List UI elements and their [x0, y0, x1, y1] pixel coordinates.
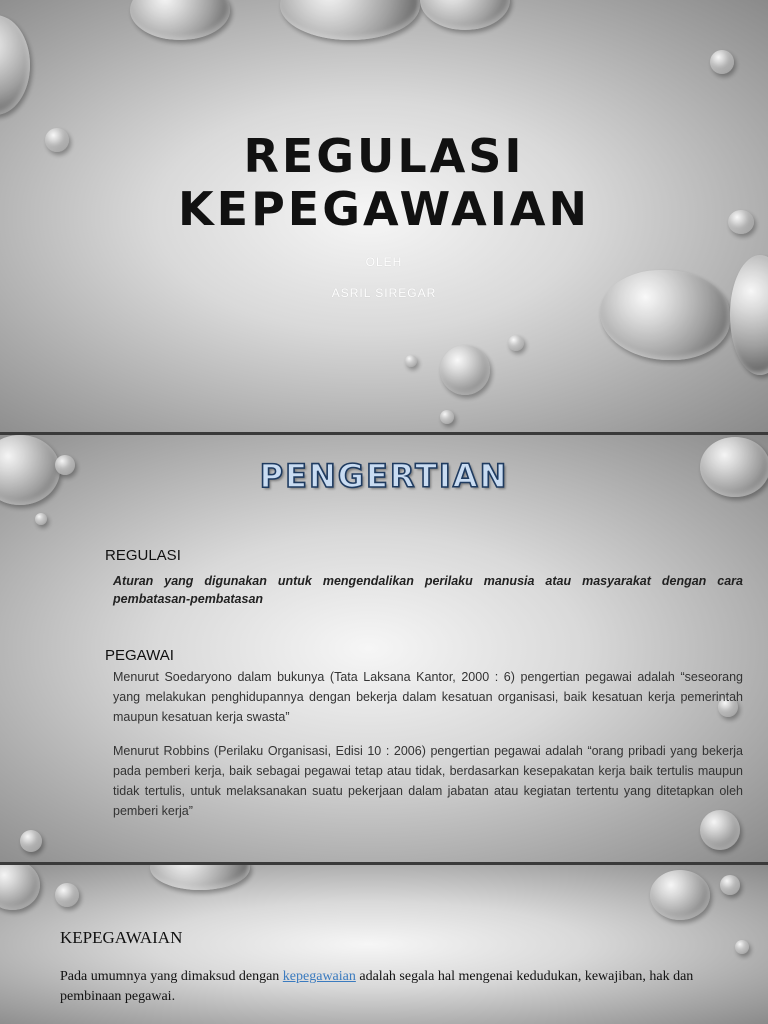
author-name: ASRIL SIREGAR: [331, 286, 437, 300]
water-drop-decoration: [440, 410, 454, 424]
water-drop-decoration: [0, 865, 40, 910]
water-drop-decoration: [650, 870, 710, 920]
water-drop-decoration: [35, 513, 47, 525]
pegawai-label: PEGAWAI: [105, 647, 174, 664]
regulasi-definition: Aturan yang digunakan untuk mengendalikan perilaku manusia atau masyarakat dengan cara pembatasan-pembatasan: [113, 574, 743, 606]
pegawai-definition-1: Menurut Soedaryono dalam bukunya (Tata Laksana Kantor, 2000 : 6) pengertian pegawai adalah “seseorang yang melakukan penghidupannya dengan bekerja dalam kesatuan organisasi, baik kesatuan kerja pemerintah maupun kesatuan kerja swasta”: [113, 670, 743, 724]
water-drop-decoration: [710, 50, 734, 74]
presentation-title-line1: REGULASI: [243, 129, 525, 183]
water-drop-decoration: [420, 0, 510, 30]
water-drop-decoration: [150, 865, 250, 890]
kepegawaian-label: KEPEGAWAIAN: [60, 928, 183, 947]
definition-text-start: Pada umumnya yang dimaksud dengan: [60, 969, 283, 984]
kepegawaian-link[interactable]: kepegawaian: [282, 969, 356, 984]
employment-slide: [0, 865, 768, 1024]
title-slide: [0, 0, 768, 432]
regulasi-label: REGULASI: [105, 547, 181, 564]
pegawai-definition-2: Menurut Robbins (Perilaku Organisasi, Edisi 10 : 2006) pengertian pegawai adalah “orang pribadi yang bekerja pada pemberi kerja, baik sebagai pegawai tetap atau tidak, berdasarkan kesepakatan kerja baik tertulis maupun tidak tertulis, untuk melaksanakan suatu pekerjaan dalam jabatan atau kegiatan tertentu yang ditetapkan oleh pemberi kerja”: [113, 744, 743, 818]
definition-text-end: adalah segala hal mengenai kedudukan, kewajiban, hak dan pembinaan pegawai.: [60, 969, 694, 1004]
water-drop-decoration: [55, 883, 79, 907]
water-drop-decoration: [600, 270, 730, 360]
water-drop-decoration: [440, 345, 490, 395]
section-heading: PENGERTIAN: [259, 457, 509, 495]
water-drop-decoration: [730, 255, 768, 375]
water-drop-decoration: [280, 0, 420, 40]
water-drop-decoration: [735, 940, 749, 954]
water-drop-decoration: [405, 355, 417, 367]
by-label: OLEH: [365, 255, 403, 269]
presentation-title-line2: KEPEGAWAIAN: [178, 182, 590, 236]
water-drop-decoration: [130, 0, 230, 40]
water-drop-decoration: [508, 335, 524, 351]
water-drop-decoration: [20, 830, 42, 852]
definition-slide: [0, 435, 768, 862]
kepegawaian-definition: [60, 967, 750, 1007]
water-drop-decoration: [720, 875, 740, 895]
water-drop-decoration: [0, 15, 30, 115]
